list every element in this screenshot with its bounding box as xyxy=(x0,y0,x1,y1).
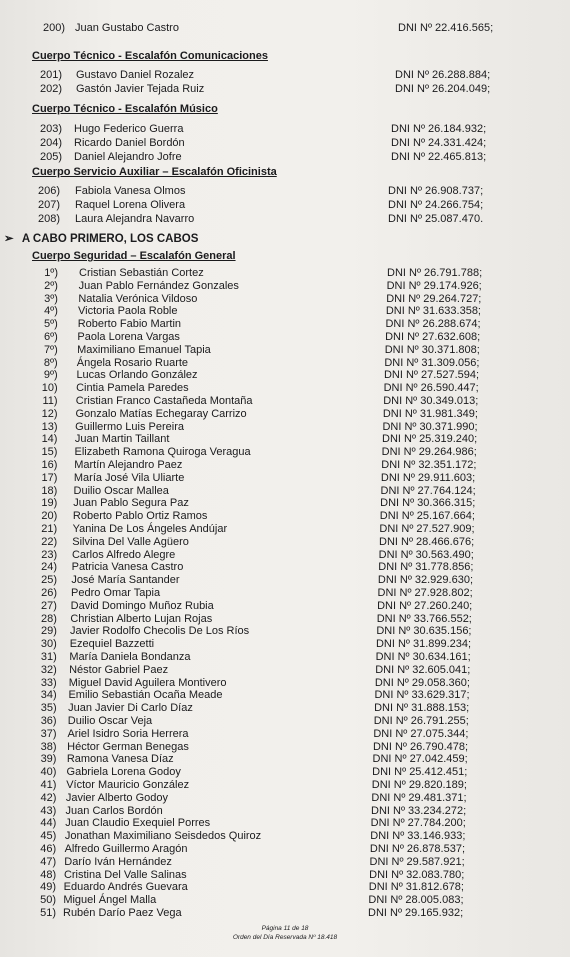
entry-name: Miguel Ángel Malla xyxy=(63,894,157,907)
entry-number: 3º) xyxy=(44,292,58,305)
page-number: Página 11 de 18 xyxy=(261,925,309,932)
entry-name: Darío Iván Hernández xyxy=(64,855,172,868)
entry-name: Lucas Orlando González xyxy=(76,369,198,382)
entry-dni: DNI Nº 29.264.727; xyxy=(386,292,482,305)
entry-dni: DNI Nº 32.605.041; xyxy=(375,663,471,676)
entry-name: Silvina Del Valle Agüero xyxy=(72,535,189,548)
entry-number: 33) xyxy=(40,676,57,689)
entry-name: María Daniela Bondanza xyxy=(69,651,191,663)
entry-number: 17) xyxy=(41,471,58,484)
list-item xyxy=(0,82,570,96)
entry-number: 25) xyxy=(41,574,58,587)
entry-dni: DNI Nº 27.632.608; xyxy=(385,331,481,343)
entry-dni: DNI Nº 27.527.909; xyxy=(379,523,475,535)
entry-dni: DNI Nº 27.527.594; xyxy=(383,369,480,382)
entry-name: Héctor German Benegas xyxy=(67,740,189,753)
entry-dni: DNI Nº 25.167.664; xyxy=(379,510,475,523)
entry-dni: DNI Nº 26.590.447; xyxy=(383,382,479,395)
entry-name: Rubén Darío Paez Vega xyxy=(63,907,182,919)
entry-name: Juan Martin Taillant xyxy=(74,433,170,446)
entry-number: 19) xyxy=(41,497,58,510)
entry-dni: DNI Nº 30.349.013; xyxy=(383,395,479,407)
entry-name: Hugo Federico Guerra xyxy=(74,123,184,135)
entry-dni: DNI Nº 25.412.451; xyxy=(372,766,468,779)
entry-number: 8º) xyxy=(43,356,58,369)
entry-name: Maximiliano Emanuel Tapia xyxy=(77,343,211,356)
entry-dni: DNI Nº 22.416.565; xyxy=(398,22,494,34)
entry-number: 7º) xyxy=(43,343,58,356)
entry-name: Juan Gustabo Castro xyxy=(75,22,179,34)
entry-name: Paola Lorena Vargas xyxy=(77,331,180,343)
entry-number: 208) xyxy=(37,213,60,225)
entry-name: Patricia Vanesa Castro xyxy=(71,561,184,574)
entry-name: Ramona Vanesa Díaz xyxy=(66,753,174,766)
bullet-arrow-icon: ➢ xyxy=(4,233,14,245)
section-title xyxy=(4,231,198,245)
entry-dni: DNI Nº 33.629.317; xyxy=(374,689,470,702)
entry-number: 50) xyxy=(40,894,57,907)
entry-number: 14) xyxy=(41,433,58,446)
entry-dni: DNI Nº 26.184.932; xyxy=(391,123,487,135)
entry-number: 47) xyxy=(40,855,57,868)
entry-number: 32) xyxy=(40,663,57,676)
entry-dni: DNI Nº 29.911.603; xyxy=(380,471,476,484)
entry-name: Juan Javier Di Carlo Díaz xyxy=(68,702,193,715)
entry-name: Martín Alejandro Paez xyxy=(74,459,183,471)
entry-dni: DNI Nº 31.812.678; xyxy=(368,881,464,894)
entry-dni: DNI Nº 29.587.921; xyxy=(369,855,465,868)
entry-name: Javier Rodolfo Checolis De Los Ríos xyxy=(70,625,250,638)
entry-number: 26) xyxy=(41,587,57,599)
entry-number: 51) xyxy=(40,907,56,919)
entry-number: 6º) xyxy=(43,331,58,343)
entry-name: Gabriela Lorena Godoy xyxy=(66,766,181,779)
entry-name: Miguel David Aguilera Montivero xyxy=(68,676,227,689)
entry-dni: DNI Nº 30.371.808; xyxy=(384,343,480,356)
entry-number: 41) xyxy=(40,779,57,791)
entry-name: Duilio Oscar Mallea xyxy=(73,484,169,497)
entry-number: 39) xyxy=(40,753,57,766)
list-item xyxy=(0,68,570,82)
entry-name: Elizabeth Ramona Quiroga Veragua xyxy=(74,446,251,459)
entry-number: 21) xyxy=(41,523,58,535)
entry-dni: DNI Nº 33.234.272; xyxy=(371,804,467,817)
entry-name: Natalia Verónica Vildoso xyxy=(78,292,198,305)
entry-dni: DNI Nº 33.146.933; xyxy=(370,830,466,843)
entry-number: 31) xyxy=(40,651,57,663)
entry-dni: DNI Nº 24.266.754; xyxy=(388,199,484,211)
entry-dni: DNI Nº 29.174.926; xyxy=(386,279,482,292)
list-item xyxy=(0,136,570,150)
entry-name: Eduardo Andrés Guevara xyxy=(63,881,188,894)
entry-name: Laura Alejandra Navarro xyxy=(75,213,195,225)
entry-name: Roberto Pablo Ortiz Ramos xyxy=(72,510,208,523)
entry-dni: DNI Nº 29.165.932; xyxy=(368,907,464,919)
entry-dni: DNI Nº 30.634.161; xyxy=(375,651,471,663)
entry-dni: DNI Nº 27.928.802; xyxy=(377,587,473,599)
entry-name: Christian Alberto Lujan Rojas xyxy=(70,612,213,625)
entry-dni: DNI Nº 29.481.371; xyxy=(371,791,467,804)
entry-dni: DNI Nº 26.908.737; xyxy=(388,185,484,197)
entry-name: Gonzalo Matías Echegaray Carrizo xyxy=(75,407,247,420)
entry-dni: DNI Nº 26.791.255; xyxy=(373,715,469,727)
entry-number: 200) xyxy=(42,22,65,34)
entry-number: 12) xyxy=(41,407,58,420)
entry-dni: DNI Nº 32.351.172; xyxy=(381,459,477,471)
entry-number: 37) xyxy=(40,727,57,740)
list-item xyxy=(0,21,570,35)
entry-name: Duilio Oscar Veja xyxy=(67,715,153,727)
entry-dni: DNI Nº 31.309.056; xyxy=(384,356,480,369)
entry-dni: DNI Nº 31.778.856; xyxy=(378,561,474,574)
order-reference: Orden del Día Reservada Nº 18.418 xyxy=(232,934,338,941)
list-item xyxy=(0,212,570,226)
entry-name: José María Santander xyxy=(71,574,180,587)
list-item xyxy=(0,906,570,920)
entry-dni: DNI Nº 24.331.424; xyxy=(391,137,487,149)
entry-name: María José Vila Uliarte xyxy=(73,471,185,484)
entry-number: 24) xyxy=(41,561,58,574)
entry-dni: DNI Nº 29.820.189; xyxy=(371,779,467,791)
entry-number: 45) xyxy=(40,830,57,843)
entry-number: 42) xyxy=(40,791,57,804)
entry-number: 5º) xyxy=(44,318,58,331)
list-item xyxy=(0,198,570,212)
entry-dni: DNI Nº 28.005.083; xyxy=(368,894,464,907)
entry-name: Guillermo Luis Pereira xyxy=(75,420,184,433)
entry-name: Juan Claudio Exequiel Porres xyxy=(65,817,211,830)
entry-number: 18) xyxy=(41,484,58,497)
entry-name: Néstor Gabriel Paez xyxy=(69,663,169,676)
entry-dni: DNI Nº 28.466.676; xyxy=(379,535,475,548)
list-item xyxy=(0,184,570,198)
entry-dni: DNI Nº 30.371.990; xyxy=(382,420,478,433)
entry-name: Emilio Sebastián Ocaña Meade xyxy=(68,689,223,702)
group-header: Cuerpo Técnico - Escalafón Músico xyxy=(32,103,218,115)
entry-dni: DNI Nº 26.288.884; xyxy=(395,69,491,81)
entry-dni: DNI Nº 32.083.780; xyxy=(369,868,465,881)
entry-dni: DNI Nº 31.981.349; xyxy=(382,407,478,420)
entry-number: 34) xyxy=(40,689,57,702)
entry-dni: DNI Nº 30.635.156; xyxy=(376,625,472,638)
entry-number: 201) xyxy=(39,69,62,81)
entry-number: 15) xyxy=(41,446,58,459)
entry-number: 16) xyxy=(41,459,58,471)
entry-number: 35) xyxy=(40,702,57,715)
entry-dni: DNI Nº 26.791.788; xyxy=(387,267,483,279)
entry-name: Victoria Paola Roble xyxy=(78,305,178,318)
entry-name: Gustavo Daniel Rozalez xyxy=(76,69,195,81)
entry-number: 203) xyxy=(39,123,62,135)
entry-name: David Domingo Muñoz Rubia xyxy=(70,599,214,612)
entry-number: 38) xyxy=(40,740,57,753)
entry-name: Ricardo Daniel Bordón xyxy=(74,137,185,149)
entry-number: 4º) xyxy=(44,305,58,318)
entry-number: 207) xyxy=(37,199,60,211)
entry-number: 10) xyxy=(41,382,58,395)
entry-dni: DNI Nº 26.288.674; xyxy=(385,318,481,331)
entry-dni: DNI Nº 27.764.124; xyxy=(380,484,476,497)
entry-number: 204) xyxy=(39,137,62,149)
entry-number: 2º) xyxy=(44,279,58,292)
entry-name: Juan Pablo Fernández Gonzales xyxy=(78,279,239,292)
entry-dni: DNI Nº 27.784.200; xyxy=(370,817,466,830)
entry-name: Cintia Pamela Paredes xyxy=(76,382,189,395)
group-header: Cuerpo Seguridad – Escalafón General xyxy=(32,250,236,262)
entry-name: Juan Carlos Bordón xyxy=(65,804,163,817)
entry-dni: DNI Nº 32.929.630; xyxy=(377,574,474,587)
group-header: Cuerpo Técnico - Escalafón Comunicaciones xyxy=(32,50,268,62)
entry-dni: DNI Nº 25.087.470. xyxy=(388,213,484,225)
entry-name: Javier Alberto Godoy xyxy=(65,791,168,804)
entry-name: Fabiola Vanesa Olmos xyxy=(75,185,186,197)
entry-name: Pedro Omar Tapia xyxy=(71,587,161,599)
entry-dni: DNI Nº 31.633.358; xyxy=(385,305,481,318)
entry-dni: DNI Nº 22.465.813; xyxy=(391,151,487,163)
entry-number: 30) xyxy=(40,638,57,651)
entry-number: 48) xyxy=(40,868,57,881)
entry-name: Cristian Franco Castañeda Montaña xyxy=(75,395,253,407)
entry-name: Juan Pablo Segura Paz xyxy=(73,497,189,510)
entry-name: Ezequiel Bazzetti xyxy=(69,638,155,651)
entry-name: Jonathan Maximiliano Seisdedos Quiroz xyxy=(64,830,262,843)
section-title-text: A CABO PRIMERO, LOS CABOS xyxy=(21,233,199,245)
entry-number: 36) xyxy=(40,715,57,727)
entry-name: Carlos Alfredo Alegre xyxy=(71,548,176,561)
entry-number: 44) xyxy=(40,817,57,830)
entry-dni: DNI Nº 30.563.490; xyxy=(378,548,474,561)
entry-number: 23) xyxy=(41,548,58,561)
entry-number: 27) xyxy=(41,599,57,612)
entry-number: 206) xyxy=(37,185,60,197)
entry-number: 9º) xyxy=(43,369,58,382)
entry-dni: DNI Nº 29.058.360; xyxy=(374,676,470,689)
entry-dni: DNI Nº 30.366.315; xyxy=(380,497,476,510)
group-header: Cuerpo Servicio Auxiliar – Escalafón Oficinista xyxy=(32,166,277,178)
entry-name: Alfredo Guillermo Aragón xyxy=(64,843,188,855)
entry-dni: DNI Nº 26.790.478; xyxy=(372,740,469,753)
entry-number: 205) xyxy=(39,151,62,163)
entry-number: 1º) xyxy=(44,267,58,279)
entry-name: Yanina De Los Ángeles Andújar xyxy=(72,523,228,535)
entry-name: Roberto Fabio Martin xyxy=(77,318,182,331)
entry-name: Daniel Alejandro Jofre xyxy=(74,151,182,163)
entry-name: Gastón Javier Tejada Ruiz xyxy=(76,83,205,95)
entry-name: Cristina Del Valle Salinas xyxy=(63,868,187,881)
entry-number: 28) xyxy=(41,612,57,625)
entry-dni: DNI Nº 26.204.049; xyxy=(395,83,491,95)
entry-number: 29) xyxy=(40,625,57,638)
entry-name: Víctor Mauricio González xyxy=(66,779,190,791)
entry-number: 20) xyxy=(41,510,58,523)
entry-dni: DNI Nº 26.878.537; xyxy=(369,843,466,855)
entry-number: 22) xyxy=(41,535,58,548)
list-item xyxy=(0,150,570,164)
entry-dni: DNI Nº 27.042.459; xyxy=(372,753,468,766)
page-footer xyxy=(0,924,570,942)
entry-name: Ariel Isidro Soria Herrera xyxy=(67,727,189,740)
entry-name: Ángela Rosario Ruarte xyxy=(76,356,189,369)
entry-dni: DNI Nº 31.888.153; xyxy=(374,702,470,715)
entry-name: Raquel Lorena Olivera xyxy=(75,199,186,211)
entry-number: 13) xyxy=(41,420,58,433)
entry-name: Cristian Sebastián Cortez xyxy=(79,267,204,279)
entry-dni: DNI Nº 31.899.234; xyxy=(375,638,472,651)
entry-dni: DNI Nº 33.766.552; xyxy=(376,612,472,625)
list-item xyxy=(0,122,570,136)
entry-number: 49) xyxy=(40,881,57,894)
entry-dni: DNI Nº 27.260.240; xyxy=(377,599,473,612)
entry-number: 46) xyxy=(40,843,57,855)
entry-number: 11) xyxy=(42,395,58,407)
entry-number: 202) xyxy=(39,83,62,95)
entry-number: 43) xyxy=(40,804,57,817)
entry-dni: DNI Nº 27.075.344; xyxy=(373,727,469,740)
entry-dni: DNI Nº 29.264.986; xyxy=(381,446,477,459)
entry-dni: DNI Nº 25.319.240; xyxy=(382,433,478,446)
entry-number: 40) xyxy=(40,766,57,779)
